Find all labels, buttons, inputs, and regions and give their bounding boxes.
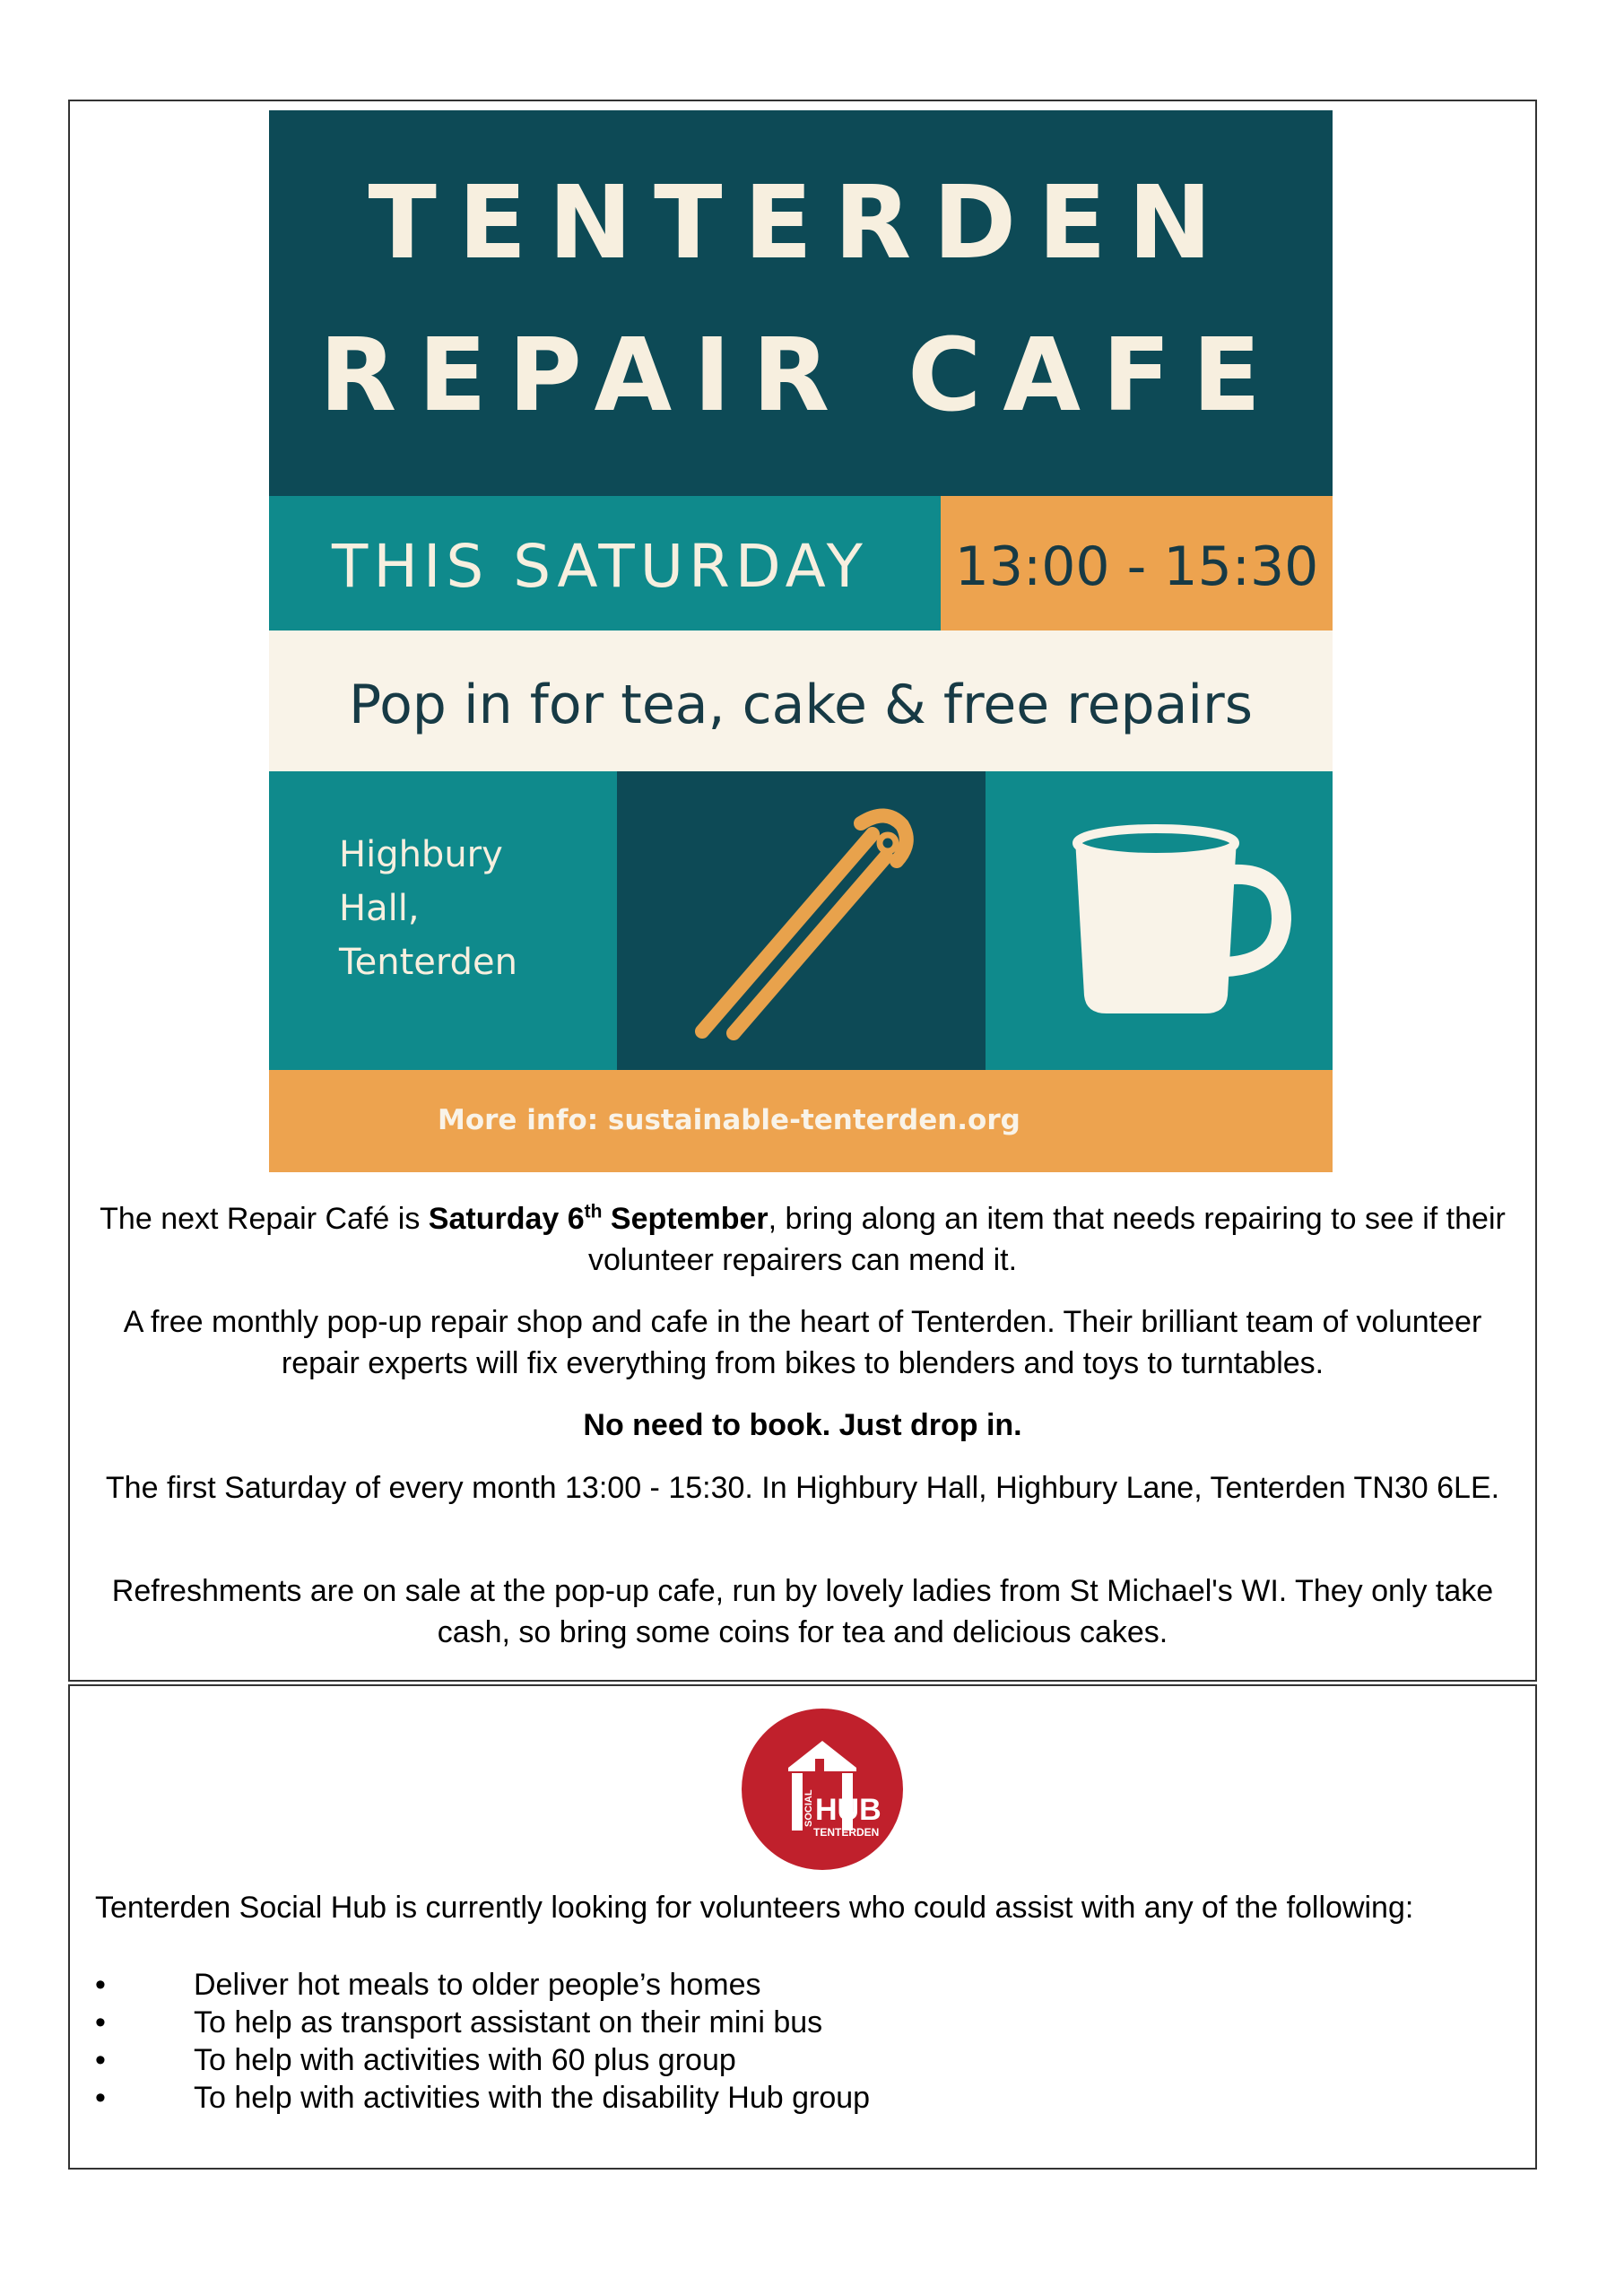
pincers-icon xyxy=(617,771,986,1070)
poster-title-line1: TENTERDEN xyxy=(368,165,1234,282)
poster-tool-panel xyxy=(617,771,986,1070)
logo-hub-text: HUB xyxy=(815,1793,881,1827)
list-item xyxy=(95,2041,870,2079)
list-item-text: To help with activities with the disability Hub group xyxy=(194,2081,871,2115)
poster-location-line: Highbury xyxy=(339,834,503,875)
poster-title-line2: REPAIR CAFE xyxy=(318,317,1283,434)
no-booking-note: No need to book. Just drop in. xyxy=(583,1408,1022,1442)
poster-footer xyxy=(269,1070,1333,1172)
list-item xyxy=(95,2079,870,2117)
repair-date-paragraph: The next Repair Café is Saturday 6th September, bring along an item that needs repairing to see if their volunteer repairers can mend it. xyxy=(100,1201,1506,1277)
poster-day-band xyxy=(269,496,941,631)
poster-tagline-band xyxy=(269,631,1333,771)
poster-tagline: Pop in for tea, cake & free repairs xyxy=(349,674,1253,736)
list-item-text: Deliver hot meals to older people’s homes xyxy=(194,1968,761,2002)
poster-time-band xyxy=(941,496,1333,631)
logo-town-text: TENTERDEN xyxy=(813,1826,880,1839)
social-hub-logo xyxy=(742,1709,903,1870)
repair-description: A free monthly pop-up repair shop and cafe in the heart of Tenterden. Their brilliant team of volunteer repair experts will fix everything from bikes to blenders and toys to turntables. xyxy=(123,1305,1482,1380)
poster-cup-panel xyxy=(986,771,1333,1070)
poster-day-text: THIS SATURDAY xyxy=(332,532,868,601)
repair-cafe-poster xyxy=(269,110,1333,1172)
list-item-text: To help with activities with 60 plus group xyxy=(194,2043,736,2077)
mug-icon xyxy=(986,771,1333,1070)
bullet: • xyxy=(95,2043,106,2077)
poster-location-panel xyxy=(269,771,617,1070)
schedule-location: The first Saturday of every month 13:00 - 15:30. In Highbury Hall, Highbury Lane, Tenterden TN30 6LE. xyxy=(105,1471,1500,1505)
logo-social-text: SOCIAL xyxy=(803,1789,814,1827)
poster-footer-text: More info: sustainable-tenterden.org xyxy=(438,1104,1020,1136)
poster-location-line: Hall, xyxy=(339,888,420,929)
volunteer-list xyxy=(95,1966,870,2117)
poster-time-text: 13:00 - 15:30 xyxy=(954,535,1319,598)
poster-location-line: Tenterden xyxy=(339,942,517,983)
list-item xyxy=(95,2004,870,2041)
bullet: • xyxy=(95,2005,106,2039)
list-item xyxy=(95,1966,870,2004)
refreshments-note: Refreshments are on sale at the pop-up cafe, run by lovely ladies from St Michael's WI. They only take cash, so bring some coins for tea and delicious cakes. xyxy=(111,1574,1494,1649)
list-item-text: To help as transport assistant on their mini bus xyxy=(194,2005,823,2039)
bullet: • xyxy=(95,1968,106,2002)
bullet: • xyxy=(95,2081,106,2115)
hub-intro: Tenterden Social Hub is currently looking for volunteers who could assist with any of the following: xyxy=(95,1891,1414,1925)
